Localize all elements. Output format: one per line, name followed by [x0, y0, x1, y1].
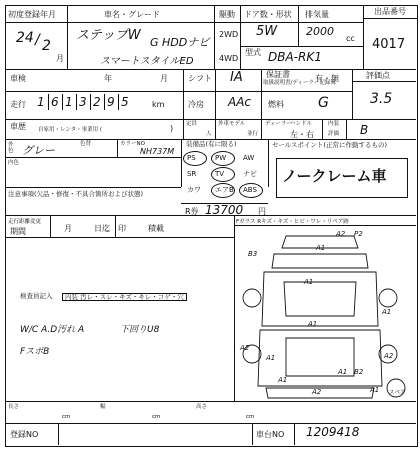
divider	[346, 119, 347, 139]
inspector-label: 検査員記入	[20, 292, 53, 300]
inspection-year-unit: 年	[104, 74, 112, 83]
equipment-circle	[239, 183, 263, 198]
equipment-item: TV	[215, 170, 225, 178]
diagram-header: Fガラス Rキズ・キズ・ヒビ・ワレ・リペア跡	[236, 219, 349, 225]
divider	[117, 139, 118, 157]
door-value: 5W	[256, 24, 278, 39]
divider	[5, 119, 416, 120]
model-line2: スマートスタイルED	[100, 56, 194, 67]
capacity-unit: 人	[206, 131, 212, 137]
inspection-label: 車検	[10, 74, 26, 83]
height-label: 高さ	[196, 404, 208, 410]
equipment-circle	[183, 151, 207, 166]
divider	[268, 139, 269, 187]
equipment-item: エアB	[215, 186, 234, 194]
equipment-item: カワ	[187, 186, 201, 194]
warranty-value: 有・無	[315, 74, 339, 83]
divider	[5, 187, 181, 188]
divider	[322, 119, 323, 139]
damage-mark: A2	[384, 352, 394, 360]
mileage-digits	[34, 92, 144, 114]
displacement-label: 排気量	[305, 10, 329, 19]
drive-label: 駆動	[219, 10, 235, 19]
first-reg-label: 初度登録年月	[8, 10, 56, 19]
model-line1: ステップW	[76, 28, 141, 43]
divider	[5, 215, 416, 216]
divider	[183, 119, 184, 139]
inspector-note3: FスポB	[20, 347, 50, 357]
damage-mark: A1	[266, 354, 276, 362]
handle-value: 左・右	[290, 130, 314, 139]
inspector-options: 内装 汚レ・スレ・キズ・キレ・コゲ・穴	[62, 293, 187, 301]
divider	[5, 69, 416, 70]
equipment-item: AW	[243, 154, 255, 162]
inspector-note2: 下回りU8	[120, 325, 160, 335]
damage-mark: A2	[312, 388, 322, 396]
fuel-label: 燃料	[268, 100, 284, 109]
equipment-item: ABS	[243, 186, 257, 194]
seal-label: 印	[118, 224, 126, 233]
damage-mark: A2	[336, 230, 346, 238]
period-day: 日迄	[94, 224, 110, 233]
damage-mark: A2	[240, 344, 250, 352]
mileage-digit: 6	[51, 95, 59, 109]
damage-mark: A1	[316, 244, 326, 252]
mileage-change-label: 走行距離変更	[8, 219, 42, 225]
divider	[5, 423, 416, 424]
period-month: 月	[64, 224, 72, 233]
mileage-label: 走行	[10, 100, 26, 109]
mileage-digit: 9	[107, 95, 115, 109]
chassis-value: 1209418	[306, 425, 360, 439]
recycle-label: R券	[185, 207, 199, 216]
lot-label: 出品番号	[374, 7, 406, 16]
equipment-circle	[211, 151, 235, 166]
equipment-item: PW	[215, 154, 227, 162]
divider	[215, 119, 216, 139]
ext-model-label: 外車モデル	[218, 121, 246, 127]
ext-color-value: グレー	[22, 144, 55, 157]
divider	[5, 401, 416, 402]
damage-mark: B2	[354, 368, 364, 376]
equipment-title: 装備品(有に限る)	[186, 140, 237, 148]
length-label: 長さ	[8, 404, 20, 410]
damage-mark: A1	[370, 386, 380, 394]
capacity-label: 定員	[186, 121, 198, 127]
displacement-unit: cc	[346, 34, 355, 43]
damage-marks	[236, 226, 414, 402]
ext-model-value: 並行	[247, 131, 259, 137]
history-label: 車歴	[10, 122, 26, 131]
equipment-grid	[182, 150, 268, 202]
score-value: 3.5	[370, 91, 393, 107]
divider	[215, 69, 216, 119]
divider	[352, 69, 353, 119]
digit-divider	[48, 94, 49, 110]
divider	[234, 215, 235, 401]
damage-mark: A1	[304, 278, 314, 286]
equipment-item: PS	[187, 154, 196, 162]
period-label: 期間	[10, 227, 26, 236]
color-change-label: 色替	[80, 141, 92, 147]
first-reg-slash: /	[35, 32, 40, 48]
digit-divider	[90, 94, 91, 110]
divider	[298, 5, 299, 46]
model-line1b: G HDDナビ	[150, 36, 210, 49]
interior-sub: 評価	[328, 131, 340, 137]
length-unit: cm	[62, 414, 71, 420]
color-no-label: カラーNO	[120, 141, 145, 147]
history-sub: 自家用・レンタ・事業用 (	[38, 127, 103, 133]
int-color-label: 内色	[8, 160, 20, 166]
shift-value: IA	[230, 70, 243, 85]
divider	[5, 157, 181, 158]
divider	[67, 5, 68, 69]
divider	[240, 46, 363, 47]
sales-point-value: ノークレーム車	[282, 167, 387, 185]
divider	[240, 5, 241, 69]
door-label: ドア数・形状	[244, 10, 292, 19]
divider	[67, 22, 363, 23]
recycle-unit: 円	[258, 207, 266, 216]
mileage-digit: 5	[121, 95, 129, 109]
first-reg-month-unit: 月	[56, 54, 64, 63]
model-grade-label: 車名・グレード	[104, 10, 160, 19]
shift-label: シフト	[188, 74, 212, 83]
accum-label: 積載	[148, 224, 164, 233]
warranty-label: 保証書	[266, 70, 290, 79]
spare-label: スペア	[389, 390, 406, 396]
divider	[58, 423, 59, 445]
drive-2wd: 2WD	[219, 30, 239, 39]
displacement-value: 2000	[306, 25, 334, 38]
score-label: 評価点	[366, 71, 390, 80]
damage-mark: A1	[382, 308, 392, 316]
mileage-unit: km	[152, 100, 165, 109]
divider	[294, 423, 295, 445]
divider	[261, 119, 262, 139]
digit-divider	[118, 94, 119, 110]
handle-label: ハンドル	[290, 121, 313, 127]
cooler-label: 冷房	[188, 100, 204, 109]
divider	[352, 81, 416, 82]
divider	[50, 215, 51, 237]
width-unit: cm	[152, 414, 161, 420]
width-label: 幅	[100, 404, 106, 410]
divider	[261, 69, 262, 119]
digit-divider	[104, 94, 105, 110]
mileage-digit: 1	[65, 95, 73, 109]
inspector-note1: W/C A.D汚れ A	[20, 325, 85, 335]
model-code-value: DBA-RK1	[268, 50, 322, 64]
divider	[5, 237, 234, 238]
damage-mark: A1	[278, 376, 288, 384]
interior-value: B	[360, 123, 369, 137]
divider	[183, 69, 184, 119]
mileage-digit: 3	[79, 95, 87, 109]
damage-mark: A1	[338, 368, 348, 376]
equipment-circle	[211, 167, 235, 182]
damage-mark: P2	[354, 230, 363, 238]
height-unit: cm	[246, 414, 255, 420]
equipment-item: SR	[187, 170, 197, 178]
history-close: )	[170, 124, 174, 133]
interior-label: 内装	[328, 121, 340, 127]
equipment-circle	[211, 183, 235, 198]
damage-mark: B3	[248, 250, 258, 258]
mileage-digit: 1	[37, 95, 45, 109]
warranty-sub: 取扱説明書/ディーラー記録簿	[263, 80, 336, 86]
divider	[115, 215, 116, 237]
inspection-month-unit: 月	[160, 74, 168, 83]
divider	[214, 5, 215, 69]
reg-no-label: 登録NO	[10, 430, 39, 439]
digit-divider	[76, 94, 77, 110]
drive-4wd: 4WD	[219, 54, 239, 63]
lot-value: 4017	[372, 37, 406, 52]
ext-color-label: 外色	[8, 142, 14, 154]
digit-divider	[62, 94, 63, 110]
dealer-label: ディーラー	[265, 121, 293, 127]
sales-point-title: セールスポイント(正常に作動するもの)	[272, 141, 387, 149]
recycle-value: 13700	[205, 203, 244, 217]
model-code-label: 型式	[245, 48, 261, 57]
fuel-value: G	[318, 95, 329, 111]
divider	[5, 22, 67, 23]
chassis-label: 車台NO	[256, 430, 285, 439]
damage-mark: A1	[308, 320, 318, 328]
first-reg-month: 2	[42, 38, 51, 54]
equipment-item: ナビ	[243, 170, 257, 178]
cooler-value: AAc	[228, 95, 252, 109]
first-reg-year: 24	[16, 30, 34, 46]
color-no-value: NH737M	[140, 147, 175, 156]
notes-title: 注意事項(欠品・修復・不具合箇所および状態)	[8, 190, 144, 198]
mileage-digit: 2	[93, 95, 101, 109]
divider	[252, 423, 253, 445]
